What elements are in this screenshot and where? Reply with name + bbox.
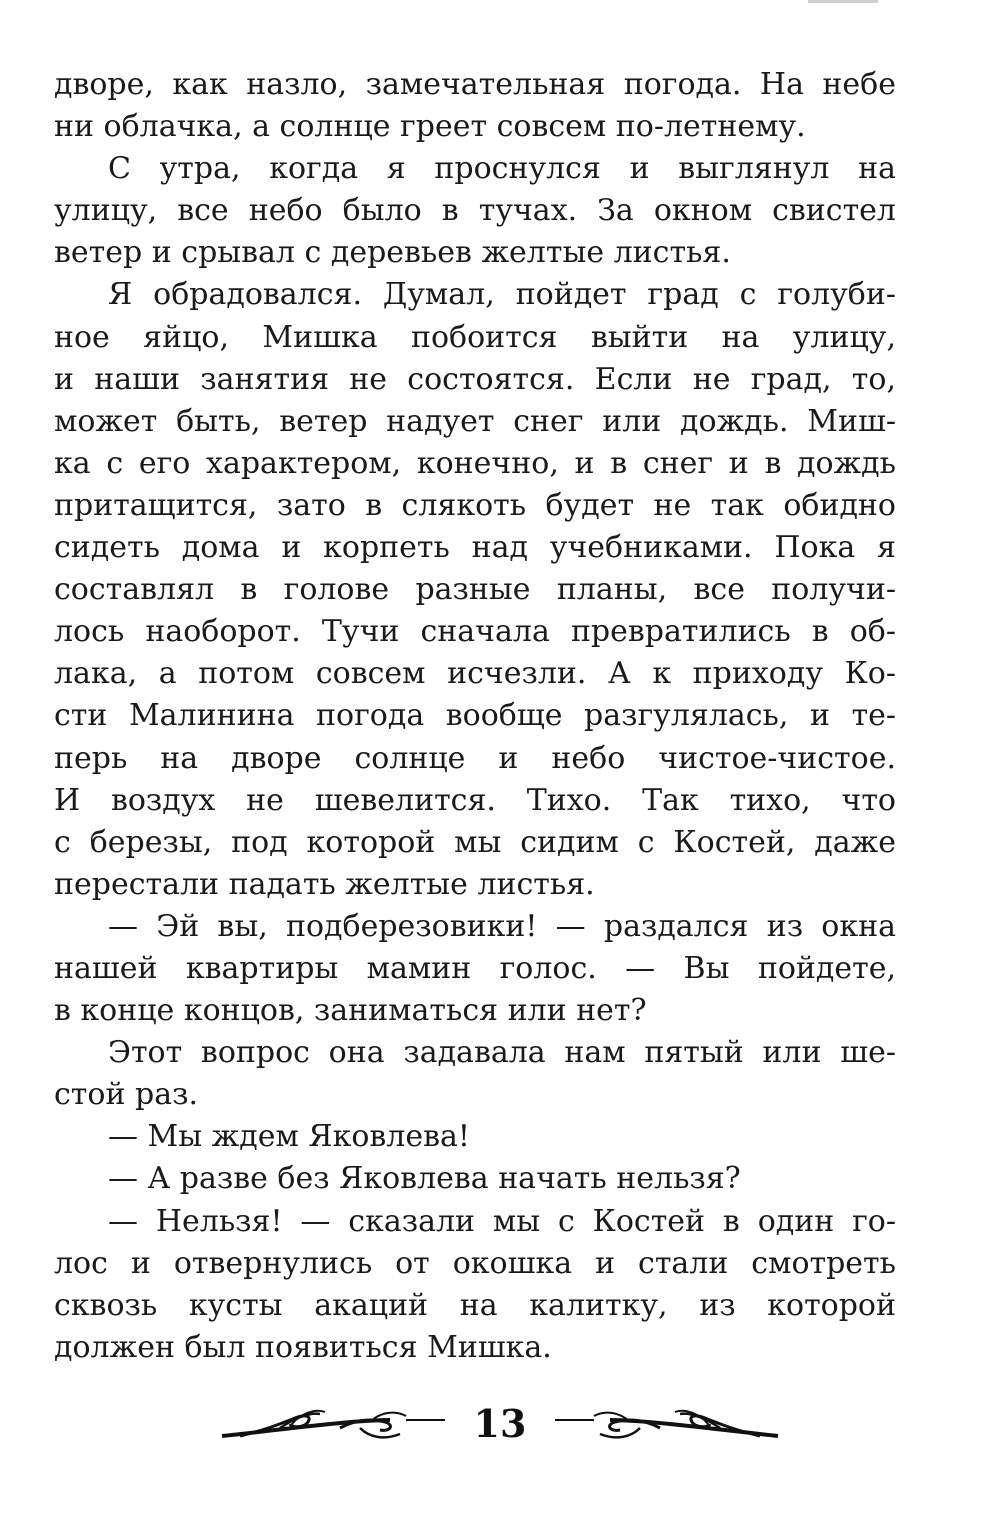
text-line: улицу, все небо было в тучах. За окном свистел [54, 193, 896, 229]
text-line: притащится, зато в слякоть будет не так обидно [54, 487, 896, 523]
text-line: С утра, когда я проснулся и выглянул на [108, 151, 896, 187]
text-line: составлял в голове разные планы, все получи- [54, 572, 896, 608]
text-line: — Эй вы, подберезовики! — раздался из окна [108, 908, 896, 944]
text-line: — А разве без Яковлева начать нельзя? [108, 1161, 741, 1197]
text-line: — Нельзя! — сказали мы с Костей в один го- [108, 1203, 896, 1239]
page-footer [220, 1398, 780, 1458]
text-line: Этот вопрос она задавала нам пятый или ше- [108, 1035, 896, 1071]
text-line: дворе, как назло, замечательная погода. На небе [54, 67, 896, 102]
text-line: с березы, под которой мы сидим с Костей, даже [54, 824, 896, 860]
text-line: ветер и срывал с деревьев желтые листья. [54, 235, 731, 271]
top-edge-mark [808, 0, 878, 3]
text-line: сти Малинина погода вообще разгулялась, и те- [54, 698, 896, 734]
text-line: ка с его характером, конечно, и в снег и в дождь [54, 445, 896, 481]
text-line: должен был появиться Мишка. [54, 1329, 552, 1365]
text-line: нашей квартиры мамин голос. — Вы пойдете, [54, 950, 896, 986]
text-line: перь на дворе солнце и небо чистое-чистое. [54, 740, 896, 776]
text-line: лос и отвернулись от окошка и стали смотреть [54, 1245, 896, 1281]
right-flourish-ornament-icon [550, 1398, 780, 1458]
text-line: стой раз. [54, 1077, 198, 1113]
text-line: ное яйцо, Мишка побоится выйти на улицу, [54, 319, 896, 355]
text-line: перестали падать желтые листья. [54, 866, 595, 902]
text-line: в конце концов, заниматься или нет? [54, 993, 647, 1029]
text-line: — Мы ждем Яковлева! [108, 1119, 470, 1155]
text-line: И воздух не шевелится. Тихо. Так тихо, что [54, 782, 896, 818]
text-line: лака, а потом совсем исчезли. А к приходу Ко- [54, 656, 896, 692]
text-line: лось наоборот. Тучи сначала превратились в об- [54, 614, 896, 650]
text-line: Я обрадовался. Думал, пойдет град с голуби- [108, 277, 896, 313]
text-line: может быть, ветер надует снег или дождь. Миш- [54, 403, 896, 439]
text-line: и наши занятия не состоятся. Если не град, то, [54, 361, 896, 397]
page-number: 13 [473, 1401, 527, 1446]
text-line: сквозь кусты акаций на калитку, из которой [54, 1287, 896, 1323]
text-line: ни облачка, а солнце греет совсем по-летнему. [54, 109, 806, 145]
body-text [54, 64, 896, 1369]
text-line: сидеть дома и корпеть над учебниками. Пока я [54, 530, 896, 566]
